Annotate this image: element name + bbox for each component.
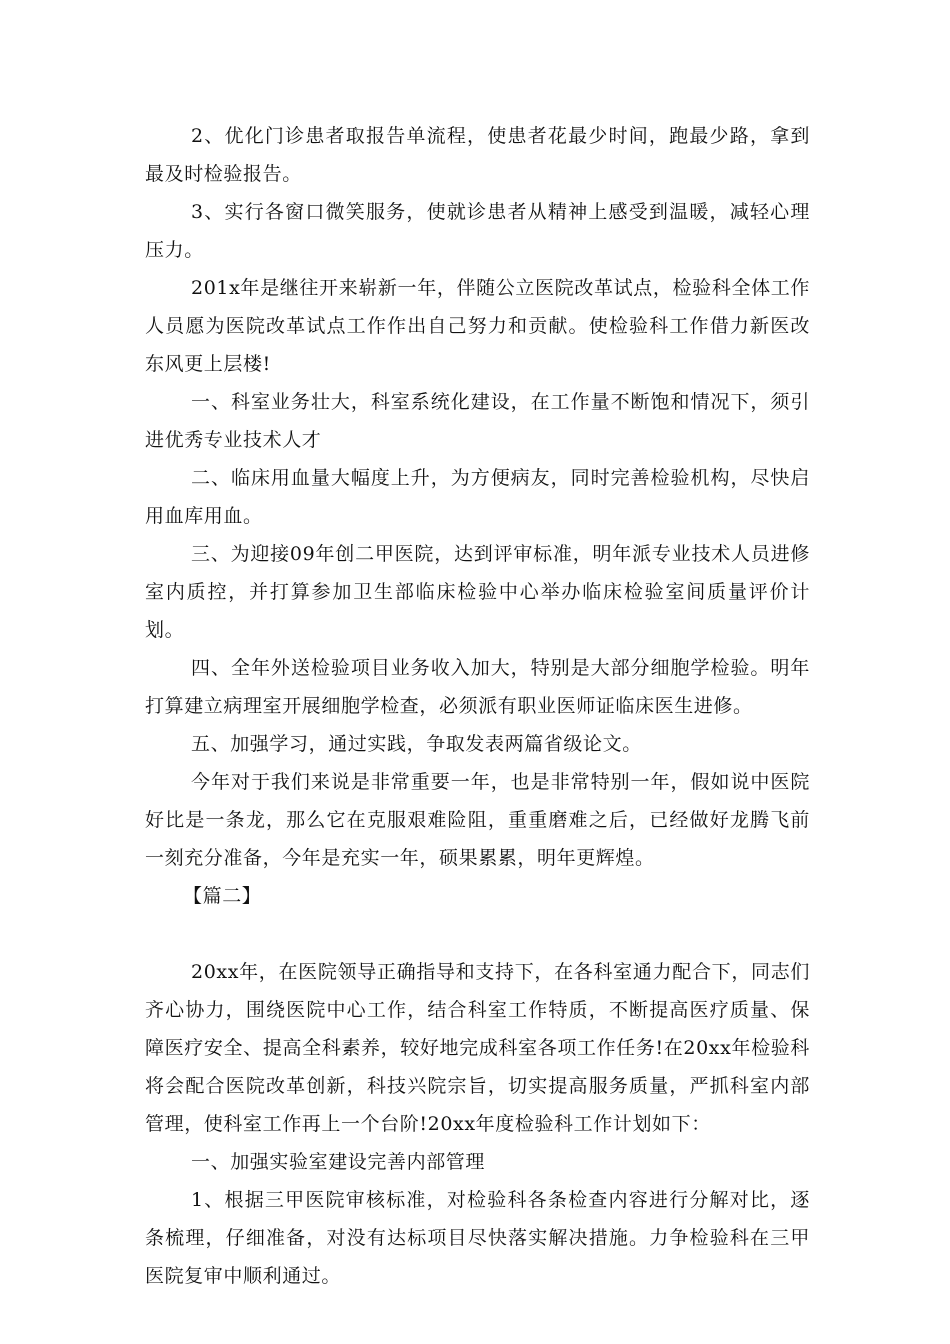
paragraph-item-5: 五、加强学习，通过实践，争取发表两篇省级论文。 (191, 733, 642, 755)
paragraph-conclusion: 今年对于我们来说是非常重要一年，也是非常特别一年，假如说中医院好比是一条龙，那么它在克服艰难险阻，重重磨难之后，已经做好龙腾飞前一刻充分准备，今年是充实一年，硕果累累，明年更辉煌。 (145, 771, 810, 869)
paragraph-part2-intro: 20xx年，在医院领导正确指导和支持下，在各科室通力配合下，同志们齐心协力，围绕医院中心工作，结合科室工作特质，不断提高医疗质量、保障医疗安全、提高全科素养，较好地完成科室各项工作任务!在20xx年检验科将会配合医院改革创新，科技兴院宗旨，切实提高服务质量，严抓科室内部管理，使科室工作再上一个台阶!20xx年度检验科工作计划如下： (145, 961, 810, 1135)
paragraph-part2-item-1: 1、根据三甲医院审核标准，对检验科各条检查内容进行分解对比，逐条梳理，仔细准备，对没有达标项目尽快落实解决措施。力争检验科在三甲医院复审中顺利通过。 (145, 1189, 810, 1287)
paragraph-part2-heading: 一、加强实验室建设完善内部管理 (191, 1151, 486, 1173)
paragraph-item-2: 二、临床用血量大幅度上升，为方便病友，同时完善检验机构，尽快启用血库用血。 (145, 467, 810, 527)
paragraph-item-1: 一、科室业务壮大，科室系统化建设，在工作量不断饱和情况下，须引进优秀专业技术人才 (145, 391, 810, 451)
section-heading: 【篇二】 (183, 885, 262, 907)
document-page (145, 117, 810, 1295)
paragraph-smile-service: 3、实行各窗口微笑服务，使就诊患者从精神上感受到温暖，减轻心理压力。 (145, 201, 810, 261)
section-spacer (145, 915, 810, 953)
paragraph-report-process: 2、优化门诊患者取报告单流程，使患者花最少时间，跑最少路，拿到最及时检验报告。 (145, 125, 810, 185)
paragraph-reform-intro: 201x年是继往开来崭新一年，伴随公立医院改革试点，检验科全体工作人员愿为医院改革试点工作作出自己努力和贡献。使检验科工作借力新医改东风更上层楼! (145, 277, 810, 375)
paragraph-item-4: 四、全年外送检验项目业务收入加大，特别是大部分细胞学检验。明年打算建立病理室开展细胞学检查，必须派有职业医师证临床医生进修。 (145, 657, 810, 717)
paragraph-item-3: 三、为迎接09年创二甲医院，达到评审标准，明年派专业技术人员进修室内质控，并打算参加卫生部临床检验中心举办临床检验室间质量评价计划。 (145, 543, 810, 641)
